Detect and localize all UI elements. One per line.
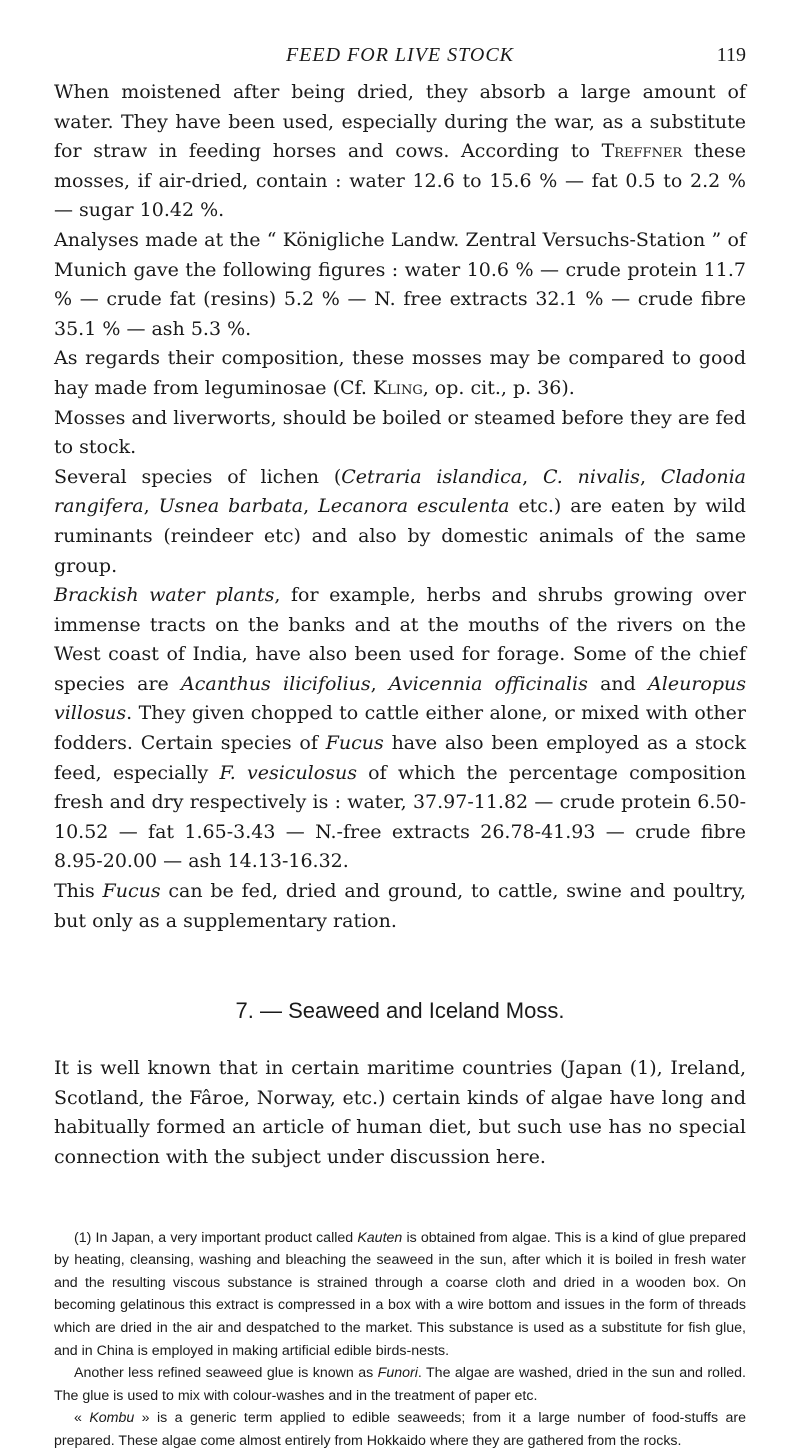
species-name: Lecanora esculenta: [318, 495, 510, 518]
text-run: (1) In Japan, a very important product called: [74, 1229, 358, 1246]
page-number: 119: [716, 44, 746, 66]
term-italic: Brackish water plants: [54, 584, 275, 607]
text-run: «: [74, 1410, 90, 1427]
text-run: Several species of lichen (: [54, 465, 342, 488]
body-text: [54, 78, 746, 1173]
paragraph-moisture: [54, 78, 746, 226]
running-head: [54, 38, 746, 78]
paragraph-seaweed-diet: [54, 1054, 746, 1172]
text-run: these mosses, if air-dried, contain : water 12.6 to 15.6 % — fat 0.5 to 2.2 % — sugar 10.42 %.: [54, 140, 746, 222]
species-name: Avicennia officinalis: [388, 672, 588, 695]
text-run: Another less refined seaweed glue is known as: [74, 1365, 378, 1382]
text-run: It is well known that in certain maritime countries (Japan (1), Ireland, Scotland, the Fâroe, Norway, etc.) certain kinds of algae have long and habitually formed an article of human diet, but such use has no special connection with the subject under discussion here.: [54, 1057, 746, 1168]
paragraph-liverworts: [54, 404, 746, 463]
text-run: This: [54, 880, 103, 903]
author-name: Treffner: [601, 140, 683, 163]
text-run: . They given chopped to cattle either alone, or mixed with other fodders. Certain species of: [54, 702, 746, 755]
species-name: Usnea barbata: [158, 495, 304, 518]
text-run: have also been employed as a stock feed, especially: [54, 732, 746, 784]
species-name: F. vesiculosus: [219, 761, 357, 784]
species-name: Fucus: [325, 732, 384, 755]
text-run: » is a generic term applied to edible seaweeds; from it a large number of food-stuffs are prepared. These algae come almost entirely from Hokkaido where they are gathered from the rocks.: [54, 1410, 746, 1449]
footnote-funori: [54, 1362, 746, 1407]
text-run: and: [587, 672, 649, 695]
text-run: ,: [303, 495, 319, 518]
text-run: ,: [639, 465, 661, 488]
text-run: Mosses and liverworts, should be boiled or steamed before they are fed to stock.: [54, 406, 746, 459]
footnotes: [54, 1227, 746, 1453]
author-name: Kling: [372, 376, 423, 399]
paragraph-analyses: [54, 226, 746, 344]
text-run: etc.) are eaten by wild ruminants (reindeer etc) and also by domestic animals of the same group.: [54, 495, 746, 577]
text-run: of which the percentage composition fresh and dry respectively is : water, 37.97-11.82 — crude protein 6.50-10.52 — fat 1.65-3.43 — N.-free extracts 26.78-41.93 — crude fibre 8.95-20.00 — ash 14.13-16.32.: [54, 761, 747, 873]
footnote-kombu: [54, 1407, 746, 1452]
text-run: can be fed, dried and ground, to cattle, swine and poultry, but only as a supplementary ration.: [54, 880, 746, 932]
running-title: FEED FOR LIVE STOCK: [285, 44, 515, 66]
footnote-kauten: [54, 1227, 746, 1363]
text-run: ,: [522, 465, 543, 488]
paragraph-fucus-feeding: [54, 877, 746, 936]
text-run: Analyses made at the “ Königliche Landw. Zentral Versuchs-Station ” of Munich gave the following figures : water 10.6 % — crude protein 11.7 % — crude fat (resins) 5.2 % — N. free extracts 32.1 % — crude fibre 35.1 % — ash 5.3 %.: [54, 228, 746, 340]
text-run: When moistened after being dried, they absorb a large amount of water. They have been used, especially during the war, as a substitute for straw in feeding horses and cows. According to: [54, 81, 746, 163]
paragraph-lichens: [54, 463, 746, 581]
section-heading: 7. — Seaweed and Iceland Moss.: [235, 998, 565, 1024]
text-run: , for example, herbs and shrubs growing over immense tracts on the banks and at the mouths of the rivers on the West coast of India, have also been used for forage. Some of the chief species are: [54, 584, 746, 695]
species-name: C. nivalis: [542, 465, 640, 488]
term-italic: Funori: [377, 1365, 418, 1382]
species-name: Cetraria islandica: [341, 465, 523, 488]
text-run: , op. cit., p. 36).: [422, 376, 575, 399]
paragraph-composition: [54, 344, 746, 403]
term-italic: Kombu: [89, 1410, 135, 1427]
term-italic: Kauten: [357, 1229, 403, 1246]
text-run: ,: [143, 495, 159, 518]
text-run: . The algae are washed, dried in the sun and rolled. The glue is used to mix with colour-washes and in the treatment of paper etc.: [54, 1365, 746, 1404]
text-run: ,: [370, 672, 389, 695]
text-run: is obtained from algae. This is a kind of glue prepared by heating, cleansing, washing and bleaching the seaweed in the sun, after which it is boiled in fresh water and the resulting viscous substance is strained through a coarse cloth and dried in a wooden box. On becoming gelatinous this extract is compressed in a box with a wire bottom and issues in the form of threads which are dried in the air and despatched to the market. This substance is used as a substitute for fish glue, and in China is employed in making artificial edible birds-nests.: [54, 1229, 746, 1359]
text-run: As regards their composition, these mosses may be compared to good hay made from leguminosae (Cf.: [54, 347, 746, 399]
paragraph-brackish-plants: [54, 581, 746, 877]
species-name: Cladonia rangifera: [54, 465, 746, 518]
species-name: Aleuropus villosus: [54, 672, 746, 725]
species-name: Acanthus ilicifolius: [181, 672, 371, 695]
species-name: Fucus: [102, 880, 161, 903]
